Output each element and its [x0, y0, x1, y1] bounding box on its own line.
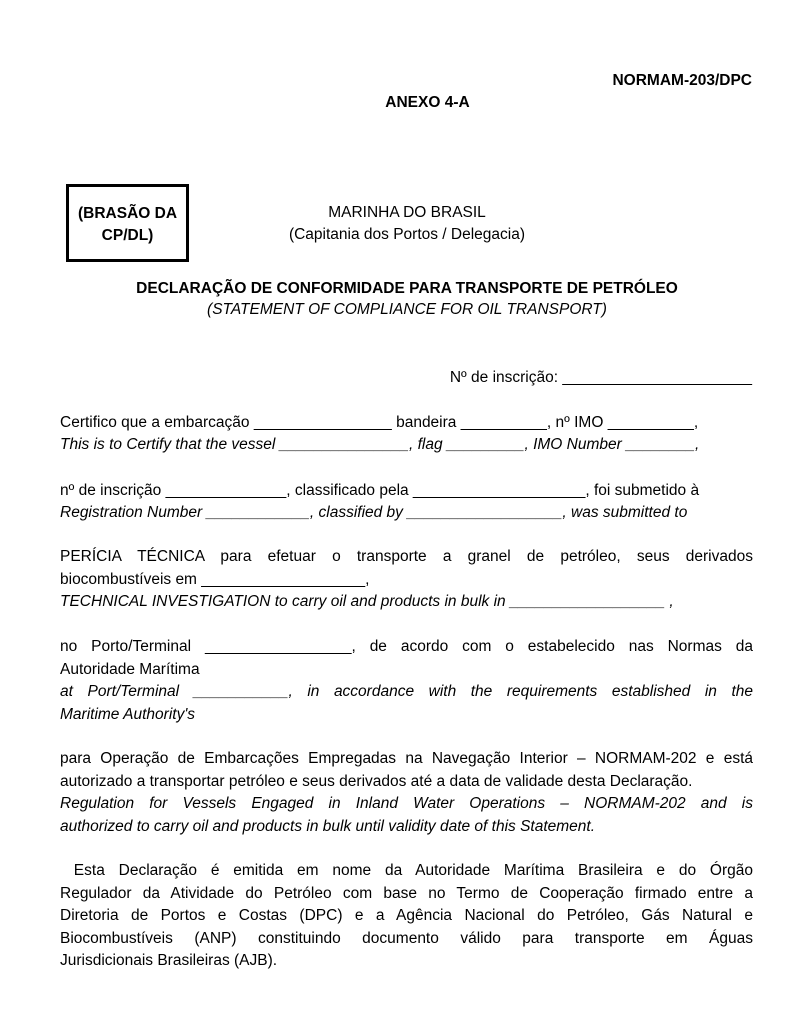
paragraph-4	[60, 636, 753, 726]
paragraph-1-en: This is to Certify that the vessel _______________, flag _________, IMO Number ________,	[60, 436, 700, 453]
paragraph-3-pt-line-2: biocombustíveis em ___________________,	[60, 570, 370, 588]
paragraph-6-line-5: Jurisdicionais Brasileiras (AJB).	[60, 952, 278, 969]
paragraph-6-line-2: Regulador da Atividade do Petróleo com base no Termo de Cooperação firmado entre a	[60, 884, 753, 902]
paragraph-5-pt-line-1: para Operação de Embarcações Empregadas na Navegação Interior – NORMAM-202 e está	[60, 750, 753, 767]
paragraph-3-pt-line-1: PERÍCIA TÉCNICA para efetuar o transporte a granel de petróleo, seus derivados	[60, 548, 753, 565]
paragraph-5-en-line-2: authorized to carry oil and products in bulk until validity date of this Statement.	[60, 817, 596, 835]
paragraph-2-en: Registration Number ____________, classified by __________________, was submitted to	[60, 504, 688, 521]
paragraph-4-en-line-1: at Port/Terminal ___________, in accordance with the requirements established in the	[60, 683, 753, 700]
paragraph-6-line-3: Diretoria de Portos e Costas (DPC) e a Agência Nacional do Petróleo, Gás Natural e	[60, 907, 753, 924]
paragraph-6-line-1: Esta Declaração é emitida em nome da Autoridade Marítima Brasileira e do Órgão	[60, 862, 753, 879]
paragraph-5	[60, 748, 753, 838]
paragraph-6	[60, 860, 753, 973]
organization-unit: (Capitania dos Portos / Delegacia)	[288, 226, 526, 243]
paragraph-6-line-4: Biocombustíveis (ANP) constituindo documento válido para transporte em Águas	[60, 929, 753, 947]
document-title-english: (STATEMENT OF COMPLIANCE FOR OIL TRANSPORT)	[207, 301, 607, 318]
paragraph-4-en-line-2: Maritime Authority's	[60, 705, 196, 723]
paragraph-5-pt-line-2: autorizado a transportar petróleo e seus derivados até a data de validade desta Declaração.	[60, 772, 693, 790]
paragraph-4-pt-line-2: Autoridade Marítima	[60, 660, 200, 678]
normam-code: NORMAM-203/DPC	[612, 72, 752, 89]
paragraph-2-pt: nº de inscrição ______________, classificado pela ____________________, foi submetido à	[60, 482, 700, 499]
seal-line-1: (BRASÃO DA	[77, 205, 178, 222]
paragraph-4-pt-line-1: no Porto/Terminal _________________, de acordo com o estabelecido nas Normas da	[60, 638, 753, 655]
registration-number-line: Nº de inscrição: ______________________	[449, 369, 752, 386]
paragraph-1-pt: Certifico que a embarcação ________________ bandeira __________, nº IMO __________,	[60, 414, 699, 431]
paragraph-3-en: TECHNICAL INVESTIGATION to carry oil and products in bulk in __________________ ,	[60, 593, 674, 610]
seal-line-2: CP/DL)	[101, 227, 154, 244]
paragraph-3	[60, 546, 753, 614]
annex-title: ANEXO 4-A	[385, 94, 470, 111]
document-title: DECLARAÇÃO DE CONFORMIDADE PARA TRANSPORTE DE PETRÓLEO	[136, 280, 678, 297]
organization-name: MARINHA DO BRASIL	[328, 204, 486, 221]
paragraph-5-en-line-1: Regulation for Vessels Engaged in Inland Water Operations – NORMAM-202 and is	[60, 795, 753, 812]
